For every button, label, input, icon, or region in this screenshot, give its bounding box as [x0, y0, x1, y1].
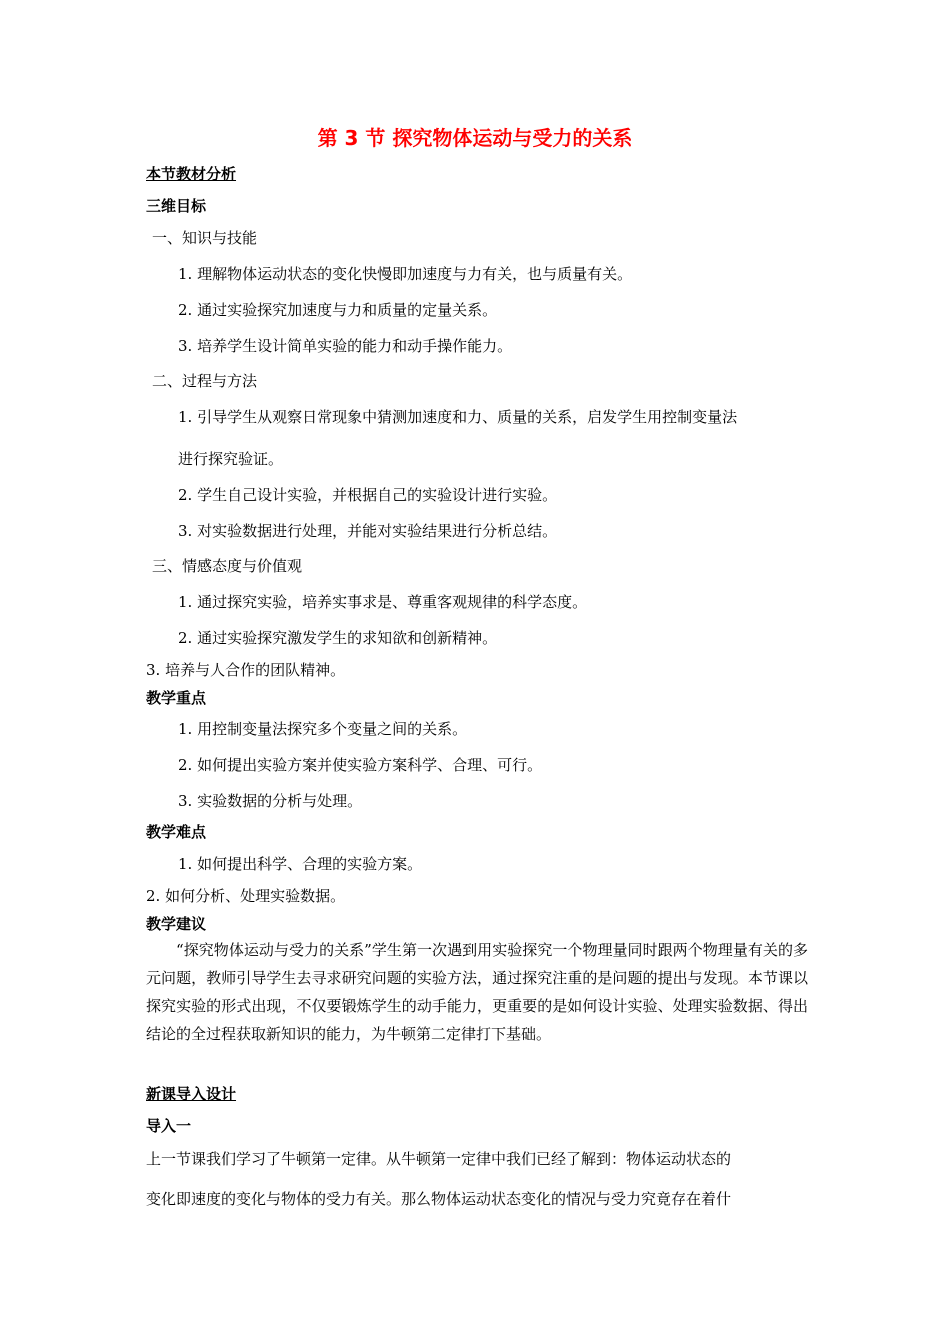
page-title: 第 3 节 探究物体运动与受力的关系: [317, 126, 633, 150]
list-item: 1. 通过探究实验，培养实事求是、尊重客观规律的科学态度。: [178, 593, 588, 611]
suggestions-paragraph: “探究物体运动与受力的关系”学生第一次遇到用实验探究一个物理量同时跟两个物理量有关的多元问题，教师引导学生去寻求研究问题的实验方法，通过探究注重的是问题的提出与发现。本节课以探究实验的形式出现，不仅要锻炼学生的动手能力，更重要的是如何设计实验、处理实验数据、得出结论的全过程获取新知识的能力，为牛顿第二定律打下基础。: [146, 941, 808, 1043]
section-heading-three-goals: 三维目标: [146, 197, 207, 215]
list-item: 3. 培养与人合作的团队精神。: [146, 661, 346, 679]
list-item: 1. 如何提出科学、合理的实验方案。: [178, 855, 423, 873]
list-item: 2. 学生自己设计实验，并根据自己的实验设计进行实验。: [178, 486, 558, 504]
list-item: 2. 通过实验探究加速度与力和质量的定量关系。: [178, 301, 498, 319]
intro-line: 上一节课我们学习了牛顿第一定律。从牛顿第一定律中我们已经了解到：物体运动状态的: [146, 1150, 732, 1168]
section-heading-intro-design: 新课导入设计: [146, 1085, 237, 1103]
list-item: 2. 通过实验探究激发学生的求知欲和创新精神。: [178, 629, 498, 647]
list-item: 进行探究验证。: [178, 450, 284, 468]
section-heading-intro1: 导入一: [146, 1117, 192, 1135]
section-heading-key-points: 教学重点: [146, 689, 207, 707]
subheading-emotion: 三、情感态度与价值观: [152, 557, 303, 575]
section-heading-difficulties: 教学难点: [146, 823, 207, 841]
intro-line: 变化即速度的变化与物体的受力有关。那么物体运动状态变化的情况与受力究竟存在着什: [146, 1190, 732, 1208]
list-item: 2. 如何提出实验方案并使实验方案科学、合理、可行。: [178, 756, 543, 774]
list-item: 3. 对实验数据进行处理，并能对实验结果进行分析总结。: [178, 522, 558, 540]
list-item: 1. 用控制变量法探究多个变量之间的关系。: [178, 720, 468, 738]
list-item: 1. 理解物体运动状态的变化快慢即加速度与力有关，也与质量有关。: [178, 265, 633, 283]
list-item: 3. 实验数据的分析与处理。: [178, 792, 363, 810]
list-item: 3. 培养学生设计简单实验的能力和动手操作能力。: [178, 337, 513, 355]
section-heading-analysis: 本节教材分析: [146, 165, 237, 183]
list-item: 1. 引导学生从观察日常现象中猜测加速度和力、质量的关系，启发学生用控制变量法: [178, 408, 738, 426]
subheading-knowledge: 一、知识与技能: [152, 229, 258, 247]
list-item: 2. 如何分析、处理实验数据。: [146, 887, 346, 905]
section-heading-suggestions: 教学建议: [146, 915, 207, 933]
subheading-process: 二、过程与方法: [152, 372, 258, 390]
